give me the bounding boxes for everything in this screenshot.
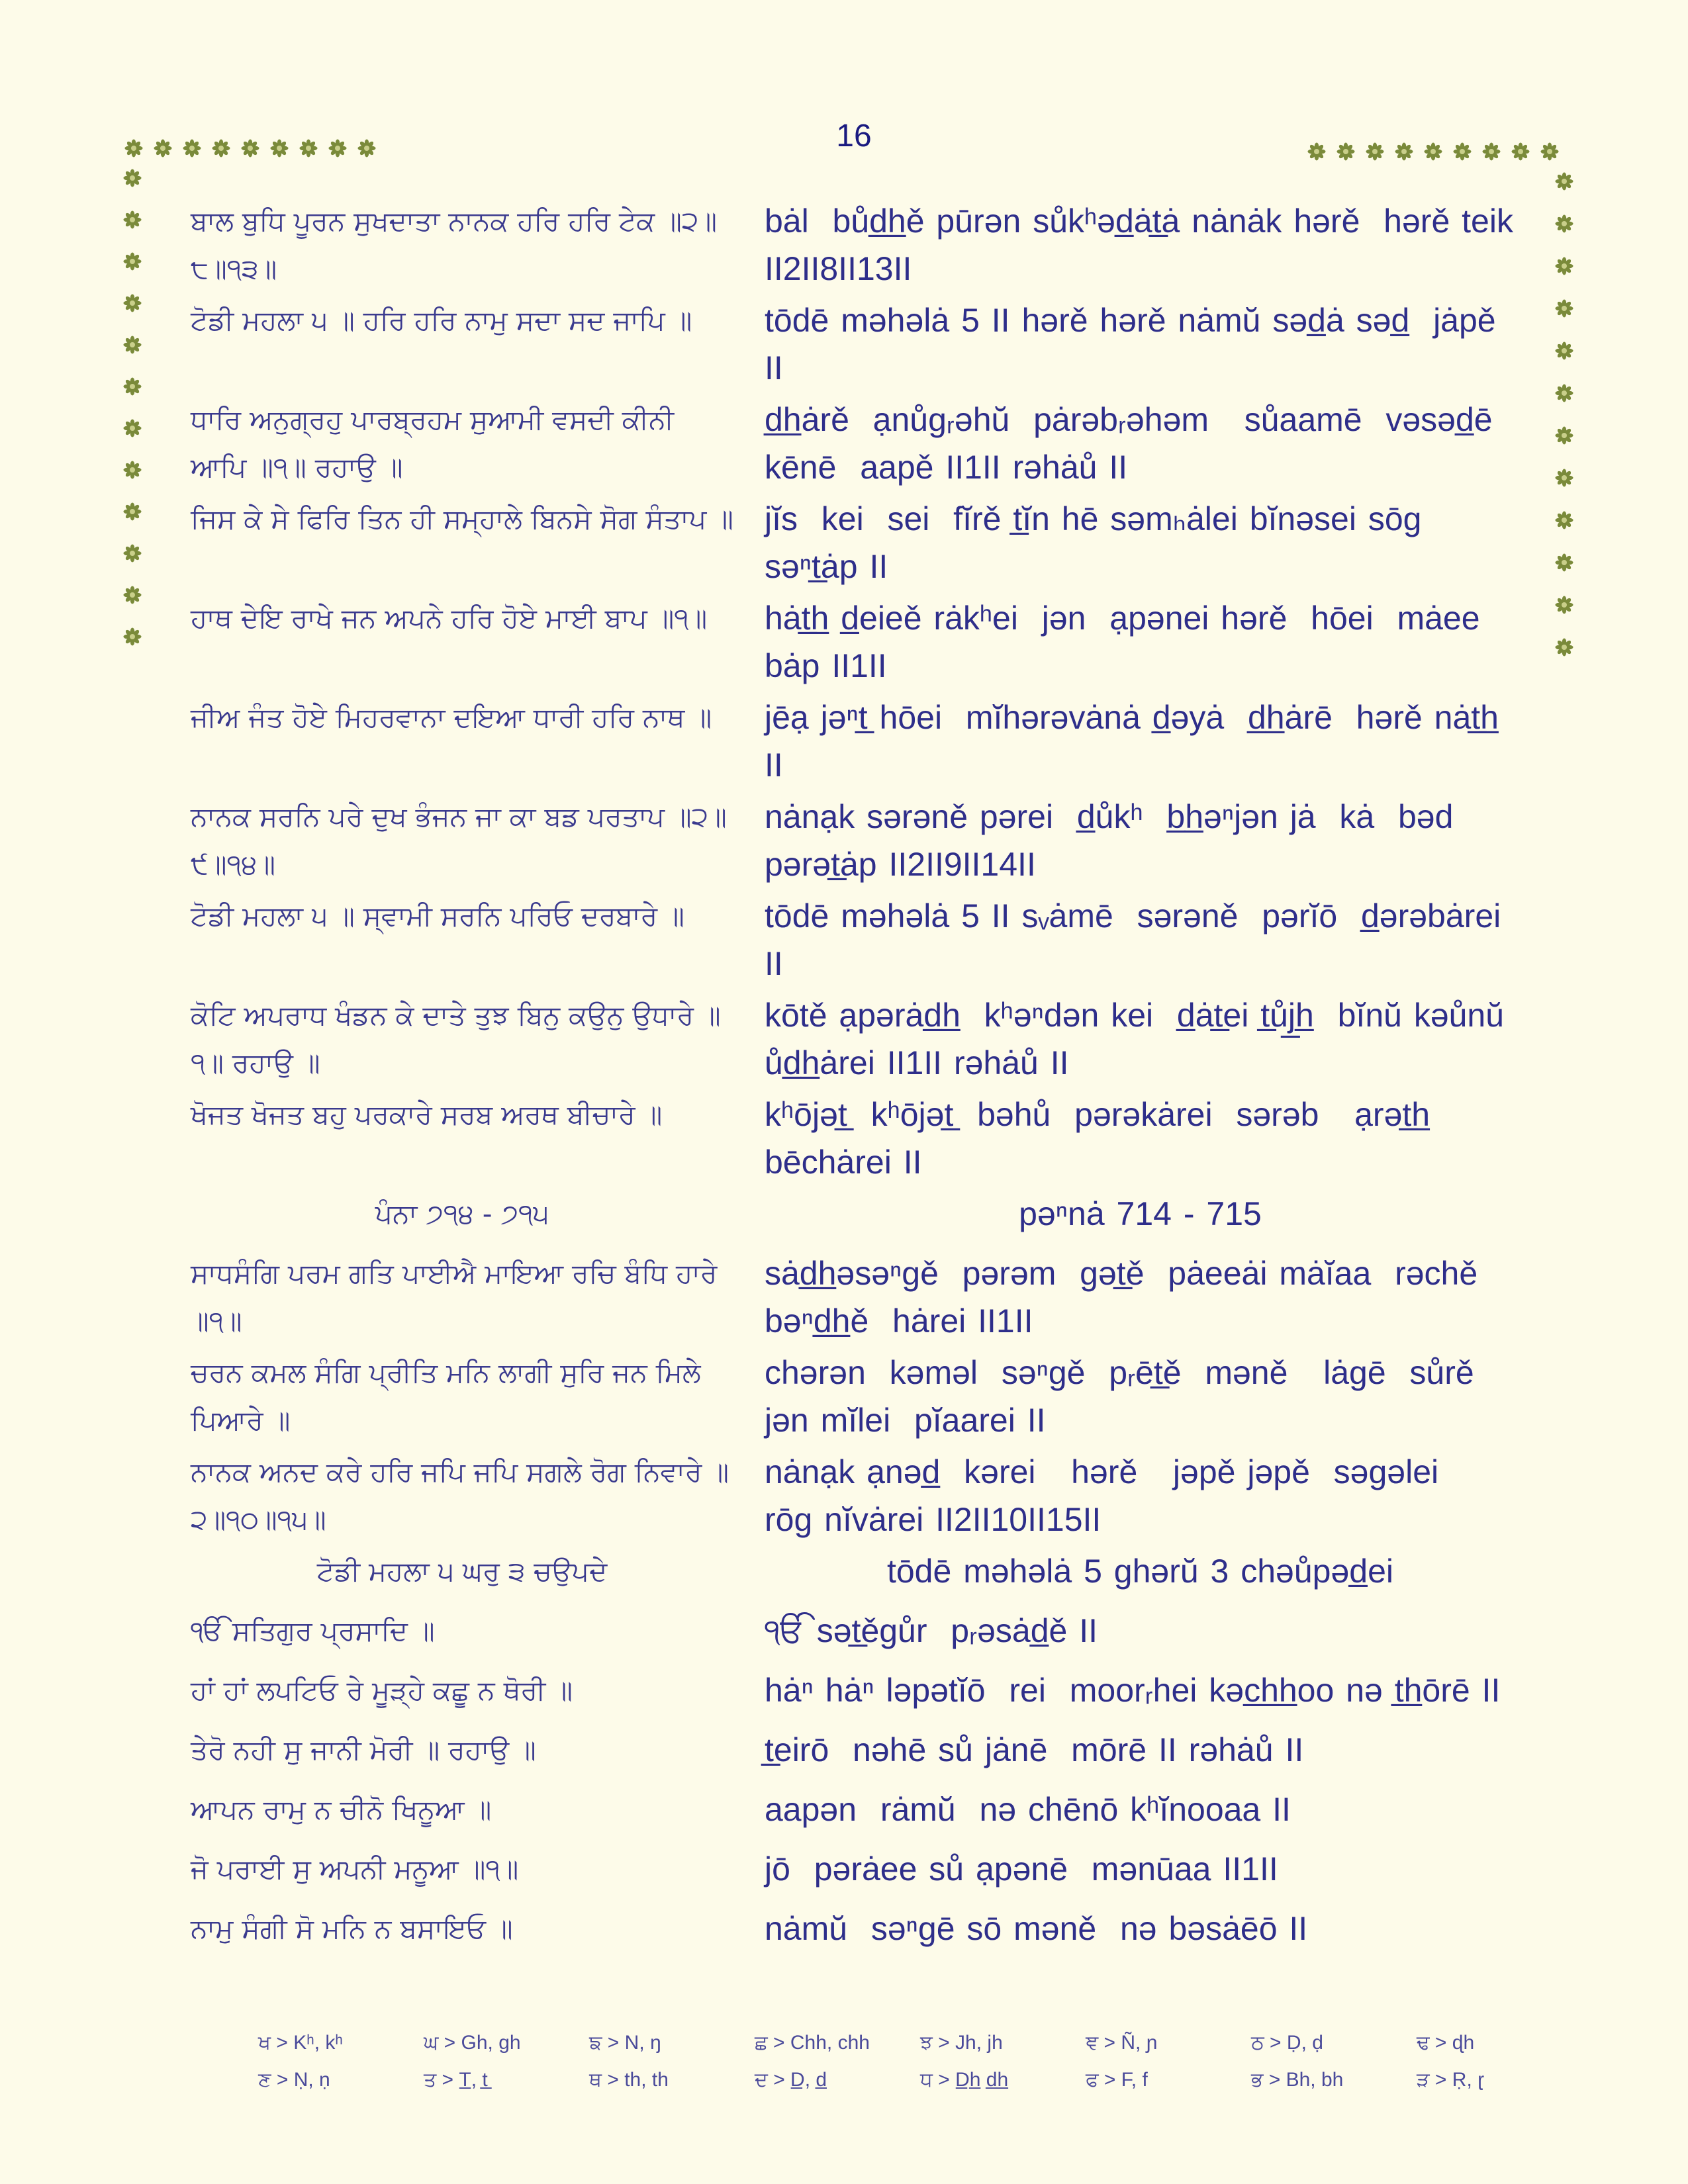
gurmukhi-text: ਚਰਨ ਕਮਲ ਸੰਗਿ ਪ੍ਰੀਤਿ ਮਨਿ ਲਾਗੀ ਸੁਰਿ ਜਨ ਮਿਲੇ ਪਿਆਰੇ ॥ bbox=[191, 1357, 710, 1436]
flower-ornament bbox=[357, 139, 376, 158]
transliteration-text: nȧnạk sərəně pərei d̲ůkʰ b̲h̲əⁿjən jȧ kȧ bəd pərət̲ȧp II2II9II14II bbox=[765, 798, 1466, 883]
flower-ornament bbox=[1482, 142, 1501, 161]
flower-ornament bbox=[328, 139, 347, 158]
transliteration-text: chərən kəməl səⁿgě pᵣēt̲ě məně lȧgē sůrě jən mĭlei pĭaarei II bbox=[765, 1354, 1510, 1439]
transliteration-text: jō pərȧee sů ạpənē mənūaa II1II bbox=[765, 1850, 1278, 1888]
transliteration-text: nȧnạk ạnəd̲ kərei hərě jəpě jəpě səgəlei rōg nĭvȧrei II2II10II15II bbox=[765, 1453, 1474, 1538]
flower-ornament bbox=[1424, 142, 1442, 161]
gurmukhi-text: ਟੋਡੀ ਮਹਲਾ ੫ ॥ ਹਰਿ ਹਰਿ ਨਾਮੁ ਸਦਾ ਸਦ ਜਾਪਿ ॥ bbox=[191, 304, 692, 336]
verse-row bbox=[0, 495, 1688, 594]
legend-row bbox=[258, 2032, 1582, 2069]
transliteration-text: hȧt̲h̲ d̲eieě rȧkʰei jən ạpənei hərě hōei mȧee bȧp II1II bbox=[765, 600, 1492, 684]
transliteration-text: aapən rȧmŭ nə chēnō kʰĭnooaa II bbox=[765, 1791, 1291, 1828]
legend-item: ਠ > Ḍ, ḍ bbox=[1251, 2032, 1323, 2054]
transliteration-text: sȧd̲h̲əsəⁿgě pərəm gət̲ě pȧeeȧi mȧĭaa rəchě bəⁿd̲h̲ě hȧrei II1II bbox=[765, 1255, 1490, 1340]
flower-ornament bbox=[1453, 142, 1472, 161]
verse-row bbox=[0, 197, 1688, 296]
flower-ornament bbox=[183, 139, 201, 158]
verse-row bbox=[0, 1726, 1688, 1786]
flower-ornament bbox=[1336, 142, 1355, 161]
transliteration-text: kʰōjət̲ kʰōjət̲ bəhů pərəkȧrei sərəb ạrət̲h̲ bēchȧrei II bbox=[765, 1096, 1442, 1181]
gurmukhi-text: ਨਾਨਕ ਸਰਨਿ ਪਰੇ ਦੁਖ ਭੰਜਨ ਜਾ ਕਾ ਬਡ ਪਰਤਾਪ ॥੨॥੯॥੧੪॥ bbox=[191, 801, 727, 880]
gurmukhi-text: ਬਾਲ ਬੁਧਿ ਪੂਰਨ ਸੁਖਦਾਤਾ ਨਾਨਕ ਹਰਿ ਹਰਿ ਟੇਕ ॥੨॥੮॥੧੩॥ bbox=[191, 205, 718, 285]
verse-row bbox=[0, 1349, 1688, 1448]
transliteration-text: jēạ jəⁿt̲ hōei mĭhərəvȧnȧ d̲əyȧ d̲h̲ȧrē hərě nȧt̲h̲ II bbox=[765, 699, 1511, 784]
gurmukhi-text: ੴ ਸਤਿਗੁਰ ਪ੍ਰਸਾਦਿ ॥ bbox=[191, 1615, 435, 1647]
legend-item: ਥ > th, th bbox=[589, 2069, 669, 2091]
gurmukhi-text: ਪੰਨਾ ੭੧੪ - ੭੧੫ bbox=[375, 1198, 549, 1230]
transliteration-text: tōdē məhəlȧ 5 II hərě hərě nȧmŭ səd̲ȧ səd̲ jȧpě II bbox=[765, 302, 1508, 387]
legend-item: ਫ > F, f bbox=[1086, 2069, 1148, 2091]
legend-item: ਞ > Ñ, ɲ bbox=[1086, 2032, 1158, 2054]
flower-ornament bbox=[270, 139, 289, 158]
verse-row bbox=[0, 1905, 1688, 1964]
flower-ornament bbox=[1540, 142, 1559, 161]
verse-row bbox=[0, 892, 1688, 991]
legend-row bbox=[258, 2069, 1582, 2106]
transliteration-text: tōdē məhəlȧ 5 ghərŭ 3 chəůpəd̲ei bbox=[886, 1553, 1394, 1590]
gurmukhi-text: ਨਾਮੁ ਸੰਗੀ ਸੋ ਮਨਿ ਨ ਬਸਾਇਓ ॥ bbox=[191, 1913, 513, 1944]
legend-item: ਘ > Gh, gh bbox=[424, 2032, 521, 2054]
gurmukhi-text: ਹਾਥ ਦੇਇ ਰਾਖੇ ਜਨ ਅਪਨੇ ਹਰਿ ਹੋਏ ਮਾਈ ਬਾਪ ॥੧॥ bbox=[191, 602, 708, 634]
flower-ornament bbox=[1366, 142, 1384, 161]
legend-item: ਦ > D̲, d̲ bbox=[755, 2069, 827, 2091]
transliteration-text: d̲h̲ȧrě ạnůgᵣəhŭ pȧrəbᵣəhəm sůaamē vəsəd̲ē kēnē aapě II1II rəhȧů II bbox=[765, 401, 1505, 486]
gurmukhi-text: ਧਾਰਿ ਅਨੁਗ੍ਰਹੁ ਪਾਰਬ੍ਰਹਮ ਸੁਆਮੀ ਵਸਦੀ ਕੀਨੀ ਆਪਿ ॥੧॥ ਰਹਾਉ ॥ bbox=[191, 404, 683, 483]
verse-row bbox=[0, 1091, 1688, 1190]
verse-row bbox=[0, 1666, 1688, 1726]
verse-row bbox=[0, 1547, 1688, 1607]
transliteration-text: bȧl bůd̲h̲ě pūrən sůkʰəd̲ȧt̲ȧ nȧnȧk hərě hərě teik II2II8II13II bbox=[765, 203, 1525, 287]
flower-ornament bbox=[1395, 142, 1413, 161]
verse-row bbox=[0, 594, 1688, 694]
verse-row bbox=[0, 1786, 1688, 1845]
transliteration-text: pəⁿnȧ 714 - 715 bbox=[1019, 1195, 1262, 1232]
gurmukhi-text: ਜੋ ਪਰਾਈ ਸੁ ਅਪਨੀ ਮਨੂਆ ॥੧॥ bbox=[191, 1853, 519, 1885]
legend-item: ਝ > Jh, jh bbox=[920, 2032, 1003, 2054]
legend-item: ੜ > Ṛ, ɽ bbox=[1417, 2069, 1485, 2091]
gurmukhi-text: ਜਿਸ ਕੇ ਸੇ ਫਿਰਿ ਤਿਨ ਹੀ ਸਮ੍ਹਾਲੇ ਬਿਨਸੇ ਸੋਗ ਸੰਤਾਪ ॥ bbox=[191, 503, 733, 535]
gurmukhi-text: ਸਾਧਸੰਗਿ ਪਰਮ ਗਤਿ ਪਾਈਐ ਮਾਇਆ ਰਚਿ ਬੰਧਿ ਹਾਰੇ ॥੧॥ bbox=[191, 1257, 726, 1337]
legend-item: ਤ > T̲, t̲ bbox=[424, 2069, 488, 2091]
verse-row bbox=[0, 991, 1688, 1091]
transliteration-text: ੴ sət̲ěgůr pᵣəsȧd̲ě II bbox=[765, 1612, 1098, 1649]
flower-ornament bbox=[123, 169, 142, 187]
legend-item: ਭ > Bh, bh bbox=[1251, 2069, 1344, 2091]
transliteration-legend bbox=[258, 2032, 1582, 2106]
legend-item: ਛ > Chh, chh bbox=[755, 2032, 870, 2054]
verse-row bbox=[0, 1250, 1688, 1349]
transliteration-text: nȧmŭ səⁿgē sō məně nə bəsȧēō II bbox=[765, 1910, 1308, 1947]
gurmukhi-text: ਹਾਂ ਹਾਂ ਲਪਟਿਓ ਰੇ ਮੂੜ੍ਹੇ ਕਛੂ ਨ ਥੋਰੀ ॥ bbox=[191, 1674, 573, 1706]
flower-ornament bbox=[1511, 142, 1530, 161]
transliteration-text: jĭs kei sei fĭrě t̲ĭn hē səmₕȧlei bĭnəsei sōg səⁿt̲ȧp II bbox=[765, 500, 1446, 585]
flower-ornament bbox=[154, 139, 172, 158]
transliteration-text: hȧⁿ hȧⁿ ləpətĭō rei moorᵣhei kəc̲h̲h̲oo nə t̲h̲ōrē II bbox=[765, 1672, 1501, 1709]
gurmukhi-text: ਨਾਨਕ ਅਨਦ ਕਰੇ ਹਰਿ ਜਪਿ ਜਪਿ ਸਗਲੇ ਰੋਗ ਨਿਵਾਰੇ ॥੨॥੧੦॥੧੫॥ bbox=[191, 1456, 729, 1535]
gurmukhi-text: ਜੀਅ ਜੰਤ ਹੋਏ ਮਿਹਰਵਾਨਾ ਦਇਆ ਧਾਰੀ ਹਰਿ ਨਾਥ ॥ bbox=[191, 702, 712, 733]
verse-row bbox=[0, 396, 1688, 495]
legend-item: ਣ > Ṇ, ṇ bbox=[258, 2069, 330, 2091]
verse-row bbox=[0, 1845, 1688, 1905]
transliteration-text: tōdē məhəlȧ 5 II sᵥȧmē sərəně pərĭō d̲ərəbȧrei II bbox=[765, 897, 1513, 982]
gurmukhi-text: ਤੇਰੋ ਨਹੀ ਸੁ ਜਾਨੀ ਮੋਰੀ ॥ ਰਹਾਉ ॥ bbox=[191, 1734, 536, 1766]
verse-row bbox=[0, 694, 1688, 793]
legend-item: ਧ > D̲h̲ d̲h̲ bbox=[920, 2069, 1009, 2091]
flower-ornament bbox=[124, 139, 143, 158]
gurmukhi-text: ਟੋਡੀ ਮਹਲਾ ੫ ਘਰੁ ੩ ਚਉਪਦੇ bbox=[316, 1555, 608, 1587]
verse-row bbox=[0, 296, 1688, 396]
gurmukhi-text: ਕੋਟਿ ਅਪਰਾਧ ਖੰਡਨ ਕੇ ਦਾਤੇ ਤੁਝ ਬਿਨੁ ਕਉਨੁ ਉਧਾਰੇ ॥੧॥ ਰਹਾਉ ॥ bbox=[191, 999, 721, 1079]
verse-row bbox=[0, 1607, 1688, 1666]
flower-ornament bbox=[1555, 172, 1573, 191]
verse-row bbox=[0, 1448, 1688, 1547]
flower-ornament bbox=[212, 139, 230, 158]
gurmukhi-text: ਖੋਜਤ ਖੋਜਤ ਬਹੁ ਪਰਕਾਰੇ ਸਰਬ ਅਰਥ ਬੀਚਾਰੇ ॥ bbox=[191, 1099, 663, 1130]
gurmukhi-text: ਆਪਨ ਰਾਮੁ ਨ ਚੀਨੋ ਖਿਨੂਆ ॥ bbox=[191, 1794, 492, 1825]
transliteration-text: kōtě ạpərȧd̲h̲ kʰəⁿdən kei d̲ȧt̲ei t̲ůj̲h̲ bĭnŭ kəůnŭ ůd̲h̲ȧrei II1II rəhȧů II bbox=[765, 997, 1516, 1081]
legend-item: ਙ > N, ŋ bbox=[589, 2032, 661, 2054]
verse-row bbox=[0, 1190, 1688, 1250]
legend-item: ਖ > Kʰ, kʰ bbox=[258, 2032, 343, 2054]
flower-ornament bbox=[241, 139, 259, 158]
flower-ornament bbox=[1307, 142, 1326, 161]
verse-row bbox=[0, 793, 1688, 892]
flower-ornament bbox=[299, 139, 318, 158]
transliteration-text: t̲eirō nəhē sů jȧnē mōrē II rəhȧů II bbox=[765, 1731, 1304, 1768]
page-number: 16 bbox=[836, 118, 872, 154]
legend-item: ਢ > ɖh bbox=[1417, 2032, 1475, 2054]
gurmukhi-text: ਟੋਡੀ ਮਹਲਾ ੫ ॥ ਸ੍ਵਾਮੀ ਸਰਨਿ ਪਰਿਓ ਦਰਬਾਰੇ ॥ bbox=[191, 900, 684, 932]
